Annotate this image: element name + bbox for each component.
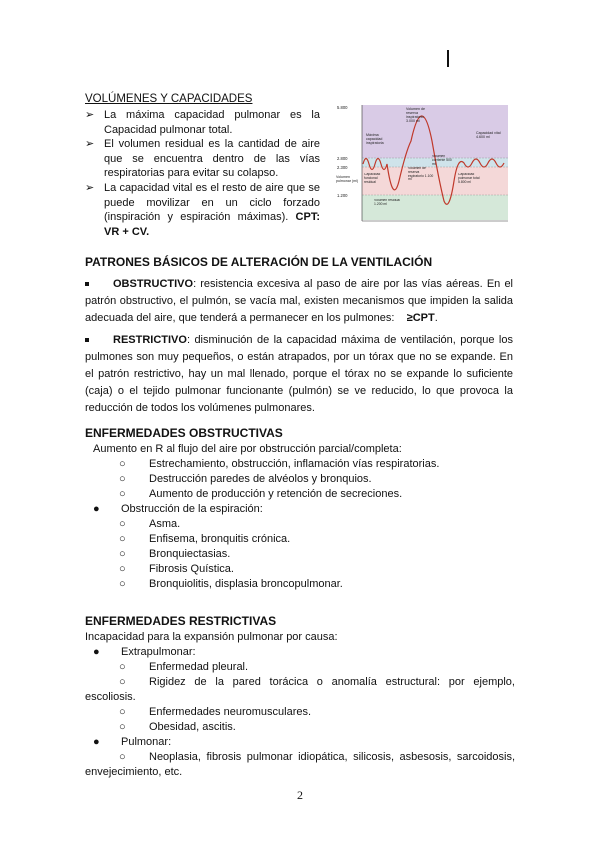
list-item: ○ Enfermedades neuromusculares. — [119, 706, 312, 718]
square-bullet-icon — [85, 338, 89, 342]
list-item: ○ Obesidad, ascitis. — [119, 721, 236, 733]
restrictive-list — [85, 630, 515, 780]
list-item: ○ Destrucción paredes de alvéolos y bronquios. — [119, 473, 372, 485]
rv-label: Volumen residual 1.200 ml — [374, 199, 400, 206]
list-item: ○ Aumento de producción y retención de secreciones. — [119, 488, 403, 500]
list-item: ● Pulmonar: — [93, 736, 172, 748]
circle-bullet-icon: ○ — [119, 706, 126, 718]
circle-bullet-icon: ○ — [119, 661, 126, 673]
square-bullet-icon — [85, 282, 89, 286]
list-item: ● Extrapulmonar: — [93, 646, 196, 658]
irv-label: Volumen de reserva inspiratorio 3.000 ml — [406, 107, 425, 123]
restrictive-paragraph: RESTRICTIVO: disminución de la capacidad máxima de ventilación, porque los pulmones son muy pequeños, o están atrapados, por un tórax que no se expande. En el patrón restrictivo, hay un mal llenado, porque el tórax no se expande lo suficiente (caja) o el tejido pulmonar funcionante (pulmón) se ve reducido, lo que provoca la reducción de todos los volúmenes pulmonares. — [85, 334, 513, 414]
list-item: ○ Asma. — [119, 518, 181, 530]
list-item: ○ Fibrosis Quística. — [119, 563, 234, 575]
obstructive-list — [85, 442, 515, 592]
circle-bullet-icon: ○ — [119, 548, 126, 560]
erv-label: Volumen de reserva espiratorio 1.100 ml — [408, 167, 434, 182]
list-item: ○ Rigidez de la pared torácica o anomalía estructural: por ejemplo, escoliosis. — [85, 676, 515, 703]
y-tick-label: 5.800 — [337, 105, 348, 110]
list-item: ○ Bronquiolitis, displasia broncopulmonar. — [119, 578, 343, 590]
list-item: ➢ La máxima capacidad pulmonar es la Capacidad pulmonar total. — [85, 109, 320, 136]
text-cursor — [447, 50, 449, 67]
restrictive-intro: Incapacidad para la expansión pulmonar por causa: — [85, 631, 338, 643]
formula-cpt: CPT: VR + CV. — [104, 211, 320, 238]
y-tick-label: 2.800 — [337, 156, 348, 161]
vc-label: Capacidad vital 4.600 ml — [476, 131, 501, 139]
circle-bullet-icon: ○ — [119, 473, 126, 485]
section-title-obstructive: ENFERMEDADES OBSTRUCTIVAS — [85, 426, 283, 440]
list-item: ○ Enfisema, bronquitis crónica. — [119, 533, 291, 545]
ic-label: Máxima capacidad inspiratoria — [366, 133, 384, 145]
arrow-bullet-icon: ➢ — [85, 181, 95, 194]
section-title-patterns: PATRONES BÁSICOS DE ALTERACIÓN DE LA VENTILACIÓN — [85, 255, 433, 269]
y-axis-label: Volumen pulmonar (ml) — [336, 175, 359, 183]
arrow-bullet-icon: ➢ — [85, 138, 95, 151]
circle-bullet-icon: ○ — [119, 563, 126, 575]
tlc-label: Capacidad pulmonar total 5.800 ml — [458, 173, 480, 184]
circle-bullet-icon: ○ — [119, 488, 126, 500]
obstructive-paragraph: OBSTRUCTIVO: resistencia excesiva al paso de aire por las vías aéreas. En el patrón obstructivo, el pulmón, se vacía mal, existen mecanismos que impiden la salida adecuada del aire, que tenderá a permanecer en los pulmones: ≥CPT. — [85, 278, 513, 324]
list-item: ➢ La capacidad vital es el resto de aire que se puede movilizar en un ciclo forzado (inspiración y espiración máximas). CPT: VR + CV. — [85, 181, 320, 238]
circle-bullet-icon: ○ — [119, 721, 126, 733]
list-item: ○ Bronquiectasias. — [119, 548, 231, 560]
list-item: ➢ El volumen residual es la cantidad de aire que se encuentra dentro de las vías respiratorias para evitar su colapso. — [85, 138, 320, 180]
circle-bullet-icon: ○ — [119, 518, 126, 530]
y-tick-label: 2.300 — [337, 165, 348, 170]
list-item: ○ Estrechamiento, obstrucción, inflamación vías respiratorias. — [119, 458, 440, 470]
page-number: 2 — [297, 788, 303, 802]
dot-bullet-icon: ● — [93, 736, 100, 748]
lung-volumes-diagram — [336, 101, 511, 232]
list-item: ● Obstrucción de la espiración: — [93, 503, 263, 515]
y-tick-label: 1.200 — [337, 193, 348, 198]
frc-label: Capacidad funcional residual — [364, 173, 381, 184]
dot-bullet-icon: ● — [93, 503, 100, 515]
dot-bullet-icon: ● — [93, 646, 100, 658]
list-item: ○ Neoplasia, fibrosis pulmonar idiopática, silicosis, asbesosis, sarcoidosis, envejecimiento, etc. — [85, 751, 515, 778]
obstructive-intro: Aumento en R al flujo del aire por obstrucción parcial/completa: — [93, 443, 402, 455]
circle-bullet-icon: ○ — [119, 578, 126, 590]
circle-bullet-icon: ○ — [119, 751, 126, 763]
tv-label: Volumen corriente 500 ml — [432, 155, 452, 166]
circle-bullet-icon: ○ — [119, 533, 126, 545]
circle-bullet-icon: ○ — [119, 676, 126, 688]
arrow-bullet-icon: ➢ — [85, 109, 95, 121]
list-item: ○ Enfermedad pleural. — [119, 661, 249, 673]
section-title-volumes: VOLÚMENES Y CAPACIDADES — [85, 93, 253, 105]
section-title-restrictive: ENFERMEDADES RESTRICTIVAS — [85, 614, 277, 628]
circle-bullet-icon: ○ — [119, 458, 126, 470]
volumes-list — [85, 108, 320, 239]
